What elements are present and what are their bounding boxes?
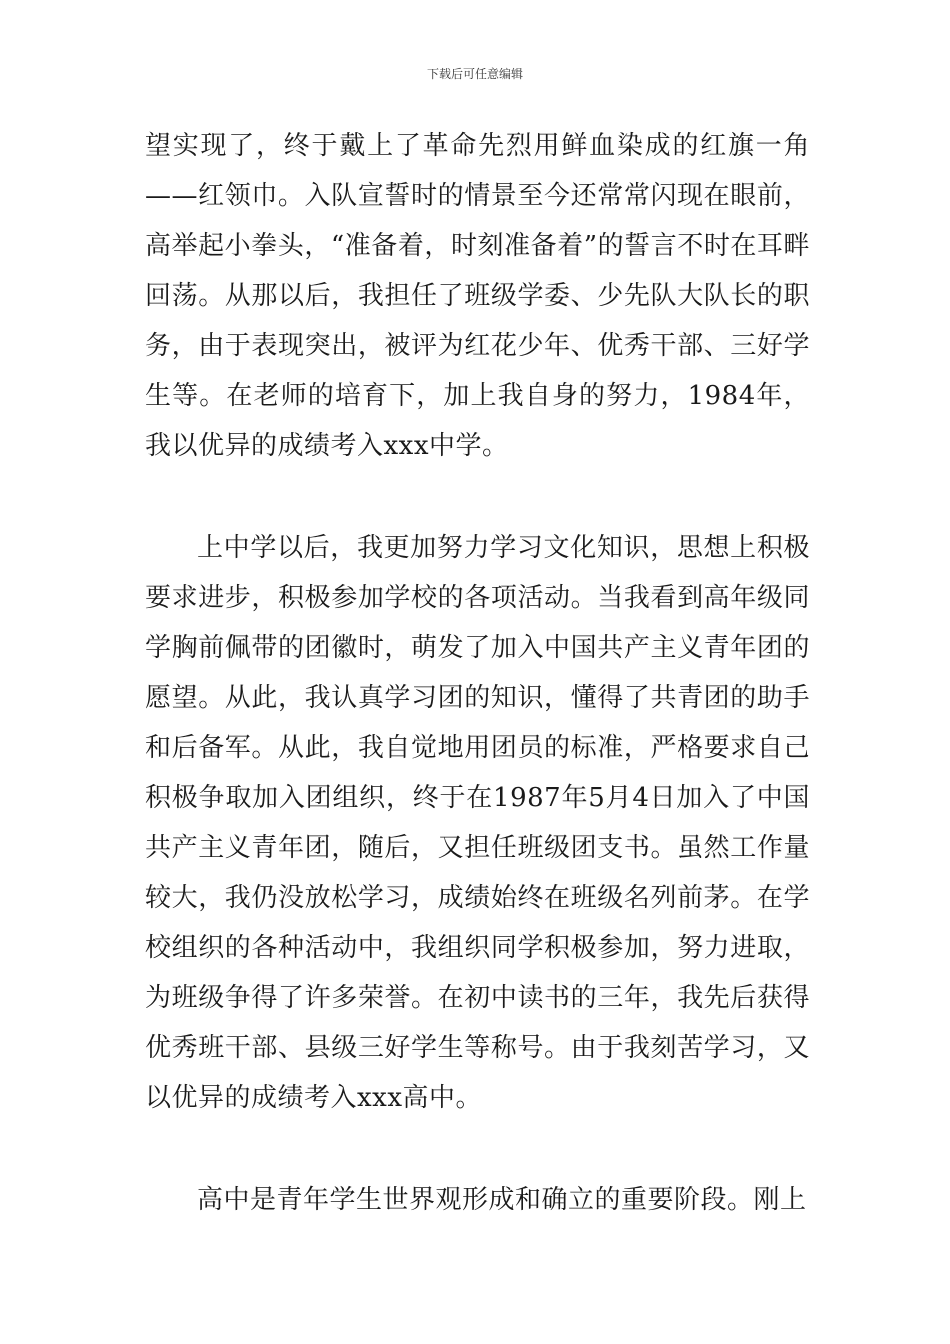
paragraph-3: 高中是青年学生世界观形成和确立的重要阶段。刚上 [197,1185,807,1215]
paragraph-spacer [145,1123,810,1175]
paragraph-spacer [145,471,810,523]
paragraph-2: 上中学以后，我更加努力学习文化知识，思想上积极要求进步，积极参加学校的各项活动。当我看到高年级同学胸前佩带的团徽时，萌发了加入中国共产主义青年团的愿望。从此，我认真学习团的知识，懂得了共青团的助手和后备军。从此，我自觉地用团员的标准，严格要求自己积极争取加入团组织，终于在1987年5月4日加入了中国共产主义青年团，随后，又担任班级团支书。虽然工作量较大，我仍没放松学习，成绩始终在班级名列前茅。在学校组织的各种活动中，我组织同学积极参加，努力进取，为班级争得了许多荣誉。在初中读书的三年，我先后获得优秀班干部、县级三好学生等称号。由于我刻苦学习，又以优异的成绩考入xxx高中。 [145,533,810,1113]
document-body [145,121,810,1225]
paragraph-1: 望实现了，终于戴上了革命先烈用鲜血染成的红旗一角——红领巾。入队宣誓时的情景至今还常常闪现在眼前，高举起小拳头，“准备着，时刻准备着”的誓言不时在耳畔回荡。从那以后，我担任了班级学委、少先队大队长的职务，由于表现突出，被评为红花少年、优秀干部、三好学生等。在老师的培育下，加上我自身的努力，1984年，我以优异的成绩考入xxx中学。 [145,131,810,461]
header-note: 下载后可任意编辑 [426,67,523,81]
